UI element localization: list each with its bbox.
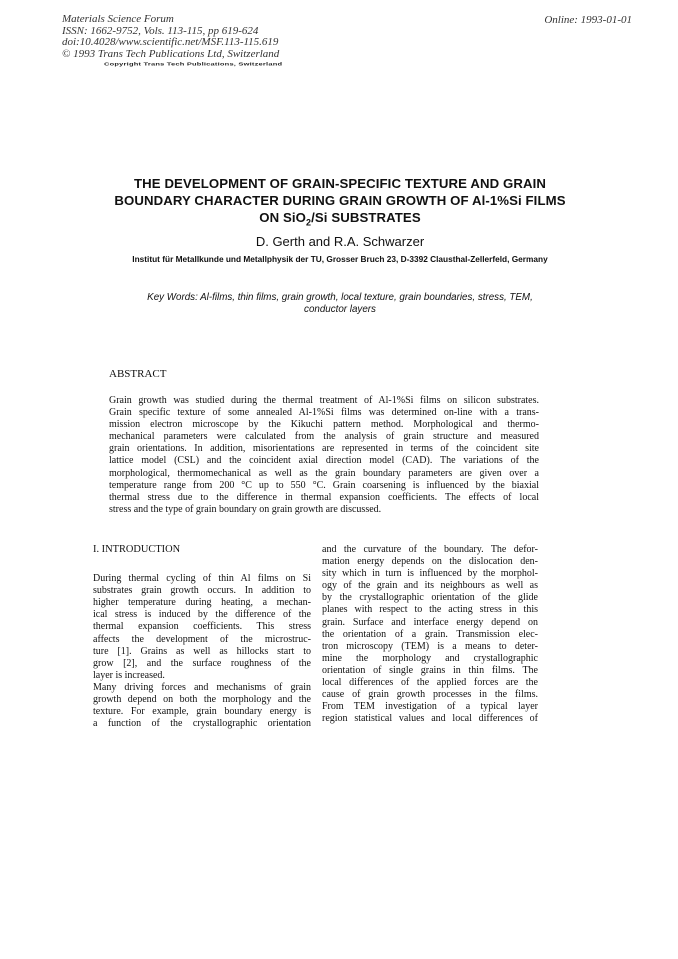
abstract-line: mechanical parameters were calculated from the analysis of grain structure and measured [109,431,539,443]
body-line: tron microscopy (TEM) is a means to deter- [322,640,538,652]
body-line: cause of grain growth processes in the films. [322,689,538,701]
paper-title [70,175,610,232]
introduction-left-column [93,544,311,730]
cropped-copyright-text: Copyright Trans Tech Publications, Switzerland [104,62,283,67]
doi-line: doi:10.4028/www.scientific.net/MSF.113-115.619 [62,36,279,49]
keywords-line-2: conductor layers [304,304,376,315]
body-line: orientation of single grains in thin films. The [322,664,538,676]
title-line-2: BOUNDARY CHARACTER DURING GRAIN GROWTH OF Al-1%Si FILMS [114,193,566,208]
affiliation: Institut für Metallkunde und Metallphysik der TU, Grosser Bruch 23, D-3392 Clausthal-Zellerfeld, Germany [132,254,548,264]
body-line: ogy of the grain and its neighbours as well as [322,580,538,592]
body-line: From TEM investigation of a typical layer [322,701,538,713]
title-line-3: ON SiO$_2$/Si SUBSTRATES [259,210,421,228]
body-line: growth depend on both the morphology and the [93,694,311,706]
publication-metadata [62,14,279,60]
authors: D. Gerth and R.A. Schwarzer [255,234,425,249]
online-date: Online: 1993-01-01 [544,14,632,26]
abstract-line: Grain growth was studied during the thermal treatment of Al-1%Si films on silicon substrates. [109,395,539,406]
body-line: layer is increased. [93,669,165,681]
body-line: ture [1]. Grains as well as hillocks start to [93,645,311,657]
title-line-1: THE DEVELOPMENT OF GRAIN-SPECIFIC TEXTURE AND GRAIN [134,176,546,191]
body-line: grow [2], and the surface roughness of the [93,657,311,669]
journal-name: Materials Science Forum [62,13,174,25]
body-line: sity which in turn is influenced by the morphol- [322,568,538,580]
body-line: thermal expansion coefficients. This stress [93,621,311,633]
body-line: planes with respect to the acting stress in this [322,604,538,616]
abstract-line: lattice model (CSL) and the coincident axial direction model (CAD). The variations of the [109,455,539,467]
abstract-line: thermal stress due to the difference in thermal expansion coefficients. The effects of local [109,491,539,503]
body-line: mation energy depends on the dislocation den- [322,556,538,568]
body-line: affects the development of the microstruc- [93,633,311,645]
abstract-line: morphological, thermomechanical as well as the grain boundary parameters are given over a [109,467,539,479]
abstract-body [109,395,539,516]
issn-line: ISSN: 1662-9752, Vols. 113-115, pp 619-624 [62,24,259,37]
body-line: Many driving forces and mechanisms of grain [93,681,311,693]
abstract-heading: ABSTRACT [109,368,167,380]
abstract-line: Grain specific texture of some annealed Al-1%Si films was determined on-line with a trans- [109,407,539,419]
body-line: texture. For example, grain boundary energy is [93,706,311,718]
abstract-line: temperature range from 200 °C up to 550 °C. Grain coarsening is influenced by the biaxial [109,479,539,491]
body-line: grain. Surface and interface energy depend on [322,616,538,628]
body-line: During thermal cycling of thin Al films on Si [93,573,311,585]
body-line: local differences of the applied forces are the [322,677,538,689]
body-line: by the crystallographic orientation of the glide [322,592,538,604]
body-line: higher temperature during heating, a mechan- [93,597,311,609]
body-line: the orientation of a grain. Transmission elec- [322,628,538,640]
body-line: mine the morphology and crystallographic [322,652,538,664]
abstract-line: mission electron microscope by the Kikuchi pattern method. Morphological and thermo- [109,419,539,431]
body-line: ical stress is induced by the difference of the [93,609,311,621]
abstract-line: stress and the type of grain boundary on grain growth are discussed. [109,503,382,515]
keywords [100,292,580,316]
body-line: and the curvature of the boundary. The defor- [322,544,538,555]
body-line: substrates grain growth occurs. In addition to [93,585,311,597]
cropped-copyright-strip [104,62,294,72]
abstract-line: grain orientations. In addition, misorientations are represented in terms of the coincident site [109,443,539,455]
introduction-right-column [322,544,538,725]
body-line: a function of the crystallographic orientation [93,718,311,730]
copyright-line: © 1993 Trans Tech Publications Ltd, Switzerland [62,47,280,60]
introduction-heading: I. INTRODUCTION [93,544,181,555]
keywords-line-1: Key Words: Al-films, thin films, grain growth, local texture, grain boundaries, stress, TEM, [147,292,533,303]
body-line: region statistical values and local differences of [322,713,538,725]
